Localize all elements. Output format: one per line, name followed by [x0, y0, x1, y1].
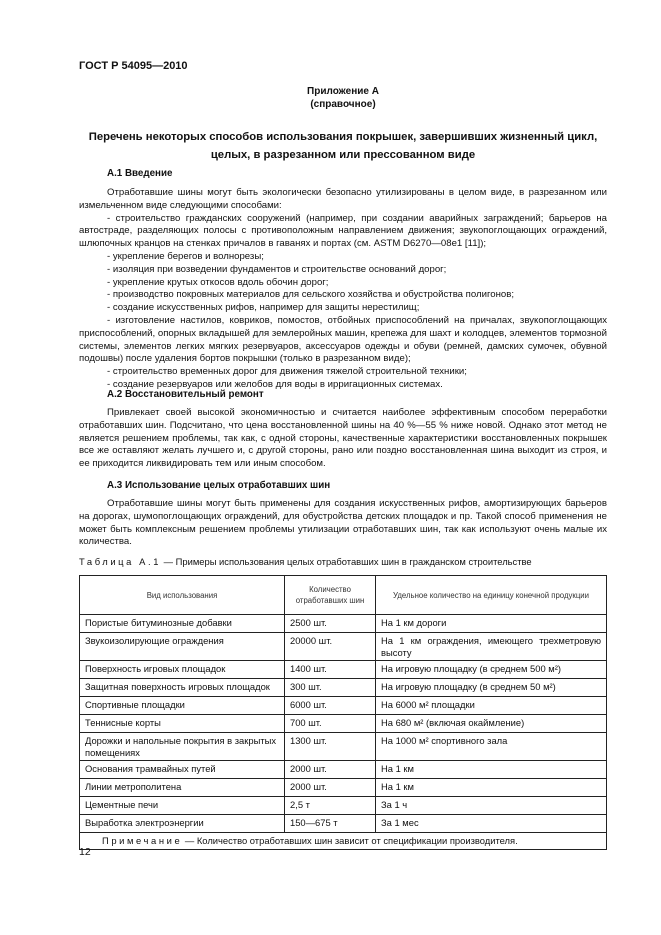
table-row	[80, 679, 607, 697]
page-number: 12	[79, 846, 91, 858]
unit-cell: На 6000 м² площадки	[376, 697, 607, 715]
usage-cell: Поверхность игровых площадок	[80, 661, 285, 679]
list-item: - строительство временных дорог для движения тяжелой строительной техники;	[107, 366, 467, 378]
paragraph: Привлекает своей высокой экономичностью и считается наиболее эффективным способом переработки отработавших шин. Подсчитано, что цена восстановленной шины на 40 %—55 % ниже новой. Однако этот метод не является решением проблемы, так как, с одной стороны, качественные характеристики восстановленных покрышек все же оставляют желать лучшего и, с другой стороны, рано или поздно восстановленная шина выходит из строя, и ее приходится ликвидировать тем или иным способом.	[79, 407, 607, 470]
section-heading: А.1 Введение	[107, 168, 173, 179]
quantity-cell: 300 шт.	[285, 679, 376, 697]
table-row	[80, 697, 607, 715]
quantity-cell: 1300 шт.	[285, 733, 376, 761]
list-item: - изготовление настилов, ковриков, помостов, отбойных приспособлений на причалах, звукопоглощающих приспособлений, опорных вкладышей для землеройных машин, крепежа для шахт и колодцев, элементов тормозной системы, элементов легких мягких резервуаров, аксессуаров одежды и обуви (ремней, дамских сумочек, обувной подошвы) после удаления бортов покрышки (только в разрезанном виде);	[79, 314, 607, 365]
section-heading: А.2 Восстановительный ремонт	[107, 389, 264, 400]
table-row	[80, 661, 607, 679]
caption-text: — Примеры использования целых отработавших шин в гражданском строительстве	[161, 556, 532, 567]
table-row	[80, 615, 607, 633]
document-header: ГОСТ Р 54095—2010	[79, 60, 188, 72]
quantity-cell: 2000 шт.	[285, 779, 376, 797]
usage-cell: Спортивные площадки	[80, 697, 285, 715]
quantity-cell: 150—675 т	[285, 815, 376, 833]
usage-cell: Выработка электроэнергии	[80, 815, 285, 833]
list-item: - изоляция при возведении фундаментов и строительстве оснований дорог;	[107, 263, 447, 275]
list-item: - создание резервуаров или желобов для воды в ирригационных системах.	[107, 378, 443, 390]
usage-cell: Защитная поверхность игровых площадок	[80, 679, 285, 697]
section-body	[79, 407, 607, 471]
quantity-cell: 700 шт.	[285, 715, 376, 733]
appendix-subtitle: (справочное)	[310, 99, 376, 110]
table-row	[80, 761, 607, 779]
column-header: Вид использования	[80, 576, 285, 615]
paragraph: Отработавшие шины могут быть применены для создания искусственных рифов, амортизирующих барьеров на дорогах, шумопоглощающих ограждений, для обустройства детских площадок и пр. Такой способ применения не может быть комплексным решением проблемы утилизации отработавших шин, так как используют очень малые их количества.	[79, 498, 607, 548]
table-row	[80, 733, 607, 761]
table-row	[80, 797, 607, 815]
usage-cell: Звукоизолирующие ограждения	[80, 633, 285, 661]
usage-table	[79, 575, 607, 850]
list-item: - укрепление крутых откосов вдоль обочин дорог;	[107, 276, 329, 288]
section-heading: А.3 Использование целых отработавших шин	[107, 480, 331, 491]
quantity-cell: 20000 шт.	[285, 633, 376, 661]
table-note-row	[80, 833, 607, 850]
quantity-cell: 6000 шт.	[285, 697, 376, 715]
usage-cell: Цементные печи	[80, 797, 285, 815]
paragraph: Отработавшие шины могут быть экологически безопасно утилизированы в целом виде, в разрезанном или измельченном виде следующими способами:	[79, 187, 607, 211]
quantity-cell: 2000 шт.	[285, 761, 376, 779]
unit-cell: На 1 км	[376, 761, 607, 779]
usage-cell: Дорожки и напольные покрытия в закрытых помещениях	[80, 733, 285, 761]
table-header-row	[80, 576, 607, 615]
note-text: — Количество отработавших шин зависит от спецификации производителя.	[182, 835, 518, 846]
quantity-cell: 2500 шт.	[285, 615, 376, 633]
table-row	[80, 633, 607, 661]
caption-label: Таблица А.1	[79, 556, 162, 567]
unit-cell: На 680 м² (включая окаймление)	[376, 715, 607, 733]
section-body	[79, 498, 607, 549]
unit-cell: За 1 ч	[376, 797, 607, 815]
usage-cell: Пористые битуминозные добавки	[80, 615, 285, 633]
unit-cell: На игровую площадку (в среднем 500 м²)	[376, 661, 607, 679]
table-row	[80, 779, 607, 797]
usage-cell: Линии метрополитена	[80, 779, 285, 797]
table-note	[80, 833, 607, 850]
column-header: Количество отработавших шин	[285, 576, 376, 615]
quantity-cell: 2,5 т	[285, 797, 376, 815]
list-item: - создание искусственных рифов, например для защиты нерестилищ;	[107, 302, 420, 314]
column-header: Удельное количество на единицу конечной продукции	[376, 576, 607, 615]
note-label: Примечание	[102, 835, 183, 846]
table-row	[80, 715, 607, 733]
table-caption	[79, 556, 532, 567]
usage-cell: Теннисные корты	[80, 715, 285, 733]
list-item: - строительство гражданских сооружений (например, при создании аварийных заграждений; барьеров на автостраде, разделяющих полосы с противоположным направлением движения; звукопоглощающих ограждений, шлюпочных кранцов на стенках причалов в гаванях и портах (см. ASTM D6270—08е1 [11]);	[79, 212, 607, 250]
unit-cell: На 1000 м² спортивного зала	[376, 733, 607, 761]
unit-cell: На 1 км ограждения, имеющего трехметровую высоту	[376, 633, 607, 661]
quantity-cell: 1400 шт.	[285, 661, 376, 679]
list-item: - укрепление берегов и волнорезы;	[107, 250, 264, 262]
unit-cell: На 1 км	[376, 779, 607, 797]
section-body	[79, 187, 607, 392]
document-title: Перечень некоторых способов использования покрышек, завершивших жизненный цикл, целых, в разрезанном или прессованном виде	[88, 131, 598, 161]
usage-cell: Основания трамвайных путей	[80, 761, 285, 779]
unit-cell: На игровую площадку (в среднем 50 м²)	[376, 679, 607, 697]
list-item: - производство покровных материалов для сельского хозяйства и обустройства полигонов;	[107, 289, 514, 301]
table-row	[80, 815, 607, 833]
appendix-title: Приложение А	[307, 86, 379, 97]
unit-cell: На 1 км дороги	[376, 615, 607, 633]
unit-cell: За 1 мес	[376, 815, 607, 833]
